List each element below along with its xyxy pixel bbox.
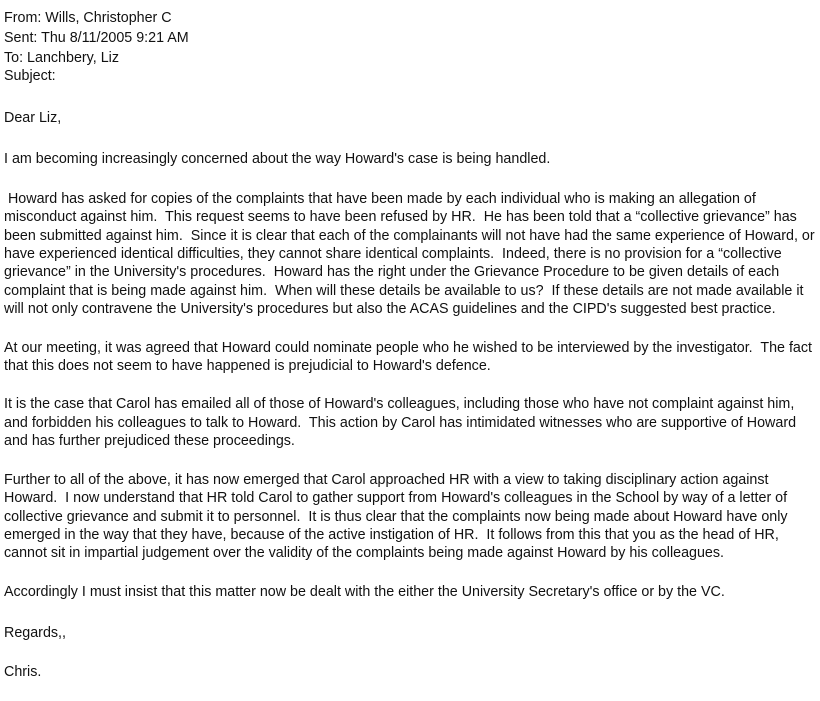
body-paragraph-5: Further to all of the above, it has now emerged that Carol approached HR with a view to taking disciplinary action against Howard. I now understand that HR told Carol to gather support from Howard's colleagues in the School by way of a letter of collective grievance and submit it to personnel. It is thus clear that the complaints now being made about Howard have only emerged in the way that they have, because of the active instigation of HR. It follows from this that you as the head of HR, cannot sit in impartial judgement over the validity of the complaints being made against Howard by his colleagues. [4,471,788,562]
from-line: From: Wills, Christopher C [4,10,172,26]
body-paragraph-2: Howard has asked for copies of the complaints that have been made by each individual who is making an allegation of misconduct against him. This request seems to have been refused by HR. He has been told that a “collective grievance” has been submitted against him. Since it is clear that each of the complainants will not have had the same experience of Howard, or have experienced identical difficulties, they cannot share identical complaints. Indeed, there is no provision for a “collective grievance” in the University's procedures. Howard has the right under the Grievance Procedure to be given details of each complaint that is being made against him. When will these details be available to us? If these details are not made available it will not only contravene the University's procedures but also the ACAS guidelines and the CIPD's suggested best practice. [4,190,815,318]
signature: Chris. [4,663,42,680]
email-message [4,8,818,681]
salutation: Dear Liz, [4,110,62,126]
to-line: To: Lanchbery, Liz [4,50,119,66]
email-headers [4,8,818,85]
closing: Regards,, [4,625,66,642]
body-paragraph-6: Accordingly I must insist that this matter now be dealt with the either the University Secretary's office or by the VC. [4,583,725,600]
body-paragraph-3: At our meeting, it was agreed that Howard could nominate people who he wished to be interviewed by the investigator. The fact that this does not seem to have happened is prejudicial to Howard's defence. [4,339,812,375]
sent-line: Sent: Thu 8/11/2005 9:21 AM [4,30,189,46]
body-paragraph-4: It is the case that Carol has emailed all of those of Howard's colleagues, including those who have not complaint against him, and forbidden his colleagues to talk to Howard. This action by Carol has intimidated witnesses who are supportive of Howard and has further prejudiced these proceedings. [4,396,797,450]
body-paragraph-1: I am becoming increasingly concerned about the way Howard's case is being handled. [4,151,551,168]
email-body [4,109,818,681]
subject-line: Subject: [4,68,56,84]
